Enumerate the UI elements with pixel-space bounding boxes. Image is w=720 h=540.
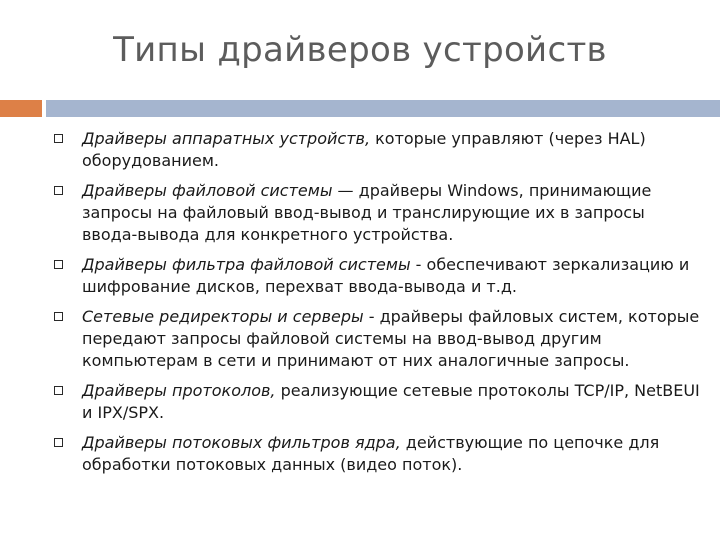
item-text: действующие по цепочке для обработки потоковых данных (видео поток). — [82, 433, 660, 474]
accent-bar-left — [0, 100, 42, 117]
square-bullet-icon — [54, 438, 63, 447]
item-term: Драйверы аппаратных устройств, — [82, 129, 371, 148]
item-text: драйверы Windows, принимающие запросы на файловый ввод-вывод и транслирующие их в запросы ввода-вывода для конкретного устройства. — [82, 181, 652, 244]
item-text: - драйверы файловых систем, которые передают запросы файловой системы на ввод-вывод другим компьютерам в сети и принимают от них аналогичные запросы. — [82, 307, 700, 370]
list-item — [52, 432, 702, 476]
list-item — [52, 128, 702, 172]
item-term: Сетевые редиректоры и серверы — [82, 307, 364, 326]
item-term: Драйверы файловой системы — — [82, 181, 354, 200]
square-bullet-icon — [54, 260, 63, 269]
accent-bar-right — [46, 100, 720, 117]
item-term: Драйверы фильтра файловой системы — [82, 255, 411, 274]
square-bullet-icon — [54, 134, 63, 143]
square-bullet-icon — [54, 312, 63, 321]
list-item — [52, 180, 702, 246]
list-item — [52, 254, 702, 298]
square-bullet-icon — [54, 186, 63, 195]
slide-title: Типы драйверов устройств — [113, 30, 607, 70]
bullet-list — [52, 128, 702, 484]
item-term: Драйверы потоковых фильтров ядра, — [82, 433, 401, 452]
item-text: реализующие сетевые протоколы TCP/IP, NetBEUI и IPX/SPX. — [82, 381, 700, 422]
list-item — [52, 380, 702, 424]
item-text: - обеспечивают зеркализацию и шифрование дисков, перехват ввода-вывода и т.д. — [82, 255, 690, 296]
square-bullet-icon — [54, 386, 63, 395]
item-text: которые управляют (через HAL) оборудованием. — [82, 129, 646, 170]
list-item — [52, 306, 702, 372]
item-term: Драйверы протоколов, — [82, 381, 276, 400]
